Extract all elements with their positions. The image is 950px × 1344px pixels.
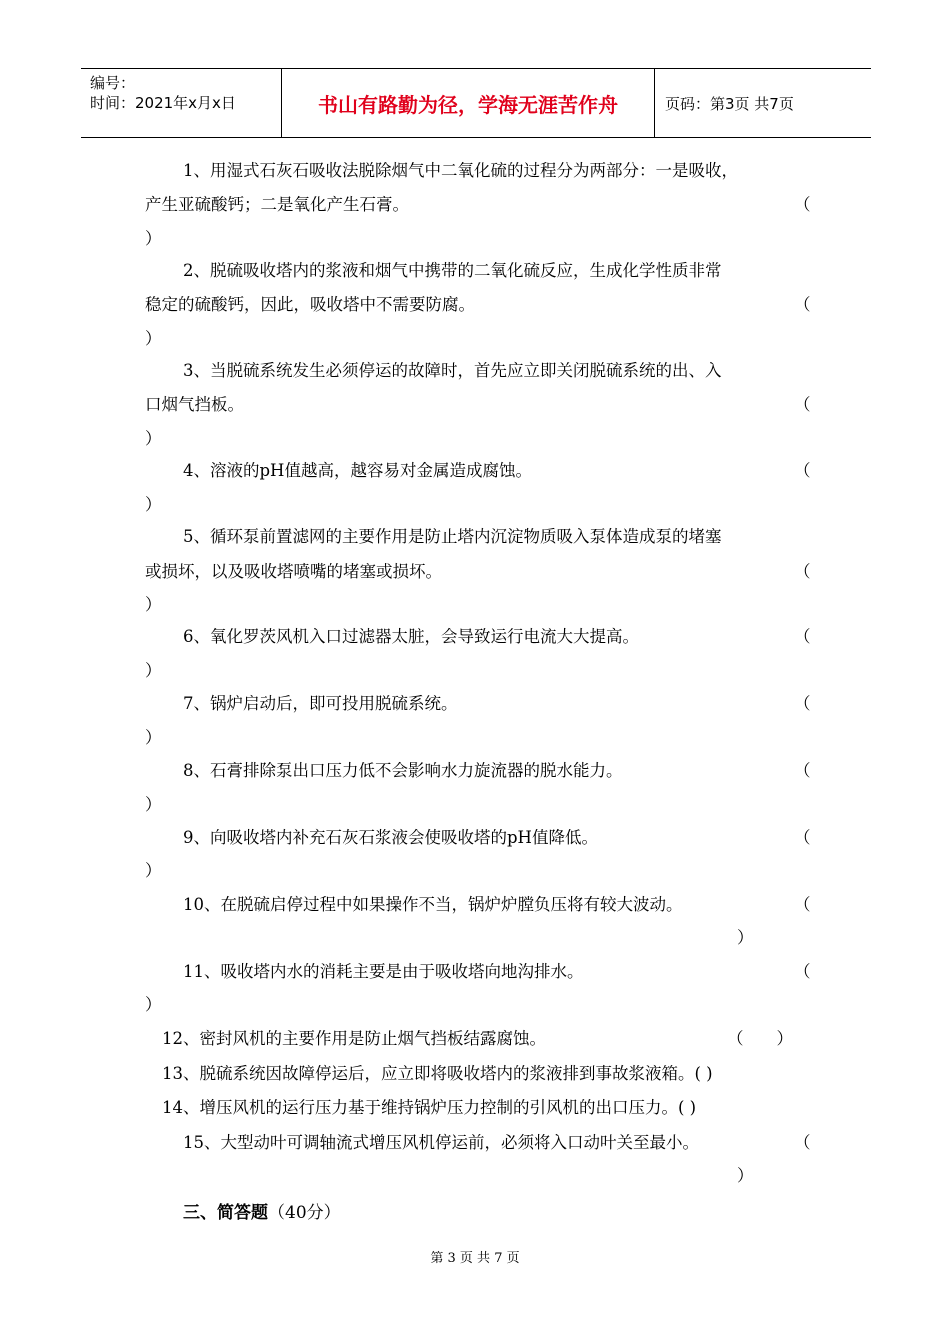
question-5-cont: 或损坏，以及吸收塔喷嘴的堵塞或损坏。 bbox=[145, 562, 442, 581]
question-5: 5、循环泵前置滤网的主要作用是防止塔内沉淀物质吸入泵体造成泵的堵塞 bbox=[183, 527, 722, 546]
section-title: 三、简答题 bbox=[183, 1203, 268, 1223]
question-13: 13、脱硫系统因故障停运后，应立即将吸收塔内的浆液排到事故浆液箱。( ) bbox=[162, 1064, 713, 1083]
question-3-cont: 口烟气挡板。 bbox=[145, 395, 244, 414]
question-11: 11、吸收塔内水的消耗主要是由于吸收塔向地沟排水。 bbox=[183, 962, 584, 981]
section-heading bbox=[183, 1198, 341, 1223]
answer-paren-open: （ bbox=[794, 195, 811, 214]
question-7: 7、锅炉启动后，即可投用脱硫系统。 bbox=[183, 694, 458, 713]
page-footer: 第 3 页 共 7 页 bbox=[430, 1251, 520, 1266]
answer-paren-open: （ bbox=[794, 395, 811, 414]
question-15: 15、大型动叶可调轴流式增压风机停运前，必须将入口动叶关至最小。 bbox=[183, 1133, 699, 1152]
answer-paren-open: （ bbox=[794, 828, 811, 847]
question-8: 8、石膏排除泵出口压力低不会影响水力旋流器的脱水能力。 bbox=[183, 761, 623, 780]
question-10: 10、在脱硫启停过程中如果操作不当，锅炉炉膛负压将有较大波动。 bbox=[183, 895, 683, 914]
answer-paren-close: ） bbox=[145, 495, 162, 514]
question-9: 9、向吸收塔内补充石灰石浆液会使吸收塔的pH值降低。 bbox=[183, 828, 598, 847]
question-1: 1、用湿式石灰石吸收法脱除烟气中二氧化硫的过程分为两部分：一是吸收， bbox=[183, 161, 738, 180]
answer-paren-close: ） bbox=[145, 329, 162, 348]
section-score: （40分） bbox=[268, 1203, 341, 1223]
answer-paren-open: （ bbox=[794, 761, 811, 780]
time-label: 时间：2021年x月x日 bbox=[90, 94, 236, 112]
answer-paren-close: ） bbox=[145, 728, 162, 747]
answer-paren-close: ） bbox=[737, 928, 754, 947]
question-4: 4、溶液的pH值越高，越容易对金属造成腐蚀。 bbox=[183, 461, 532, 480]
answer-paren-open: （ bbox=[794, 895, 811, 914]
answer-paren-close: ） bbox=[145, 429, 162, 448]
answer-paren-close: ） bbox=[145, 795, 162, 814]
answer-paren-close: ） bbox=[737, 1166, 754, 1185]
header-motto: 书山有路勤为径，学海无涯苦作舟 bbox=[282, 69, 655, 137]
answer-paren-open: （ bbox=[794, 461, 811, 480]
answer-paren-close: ） bbox=[145, 995, 162, 1014]
answer-paren-open: （ bbox=[794, 562, 811, 581]
answer-paren-close: ） bbox=[145, 229, 162, 248]
answer-paren: （ ） bbox=[727, 1029, 793, 1048]
answer-paren-close: ） bbox=[145, 661, 162, 680]
answer-paren-open: （ bbox=[794, 1133, 811, 1152]
answer-paren-open: （ bbox=[794, 627, 811, 646]
header-meta bbox=[81, 69, 282, 137]
question-12: 12、密封风机的主要作用是防止烟气挡板结露腐蚀。 bbox=[162, 1029, 546, 1048]
question-14: 14、增压风机的运行压力基于维持锅炉压力控制的引风机的出口压力。( ) bbox=[162, 1098, 697, 1117]
question-2-cont: 稳定的硫酸钙，因此，吸收塔中不需要防腐。 bbox=[145, 295, 475, 314]
number-label: 编号： bbox=[90, 74, 136, 92]
answer-paren-close: ） bbox=[145, 595, 162, 614]
page-header bbox=[81, 68, 871, 138]
question-6: 6、氧化罗茨风机入口过滤器太脏，会导致运行电流大大提高。 bbox=[183, 627, 639, 646]
answer-paren-open: （ bbox=[794, 295, 811, 314]
answer-paren-open: （ bbox=[794, 962, 811, 981]
question-2: 2、脱硫吸收塔内的浆液和烟气中携带的二氧化硫反应，生成化学性质非常 bbox=[183, 261, 722, 280]
answer-paren-close: ） bbox=[145, 861, 162, 880]
question-3: 3、当脱硫系统发生必须停运的故障时，首先应立即关闭脱硫系统的出、入 bbox=[183, 361, 722, 380]
answer-paren-open: （ bbox=[794, 694, 811, 713]
question-1-cont: 产生亚硫酸钙；二是氧化产生石膏。 bbox=[145, 195, 409, 214]
header-page-info: 页码：第3页 共7页 bbox=[665, 94, 794, 113]
